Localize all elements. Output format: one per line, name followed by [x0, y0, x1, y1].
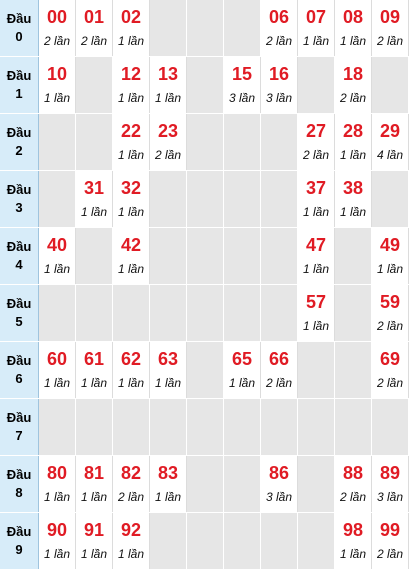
empty-cell	[261, 171, 298, 227]
cell-count: 1 lần	[339, 547, 367, 561]
cell-count: 1 lần	[43, 376, 71, 390]
number-cell	[372, 228, 409, 284]
empty-cell	[187, 57, 224, 113]
number-cell	[113, 228, 150, 284]
cell-count: 2 lần	[376, 376, 404, 390]
cell-count: 1 lần	[117, 34, 145, 48]
number-cell	[76, 456, 113, 512]
cell-count: 3 lần	[265, 490, 293, 504]
cell-count: 1 lần	[339, 34, 367, 48]
empty-cell	[39, 399, 76, 455]
cell-count: 4 lần	[376, 148, 404, 162]
cell-number: 29	[379, 121, 401, 141]
cell-number: 99	[379, 520, 401, 540]
cell-number: 47	[305, 235, 327, 255]
row-head-digit: 1	[15, 86, 23, 101]
number-cell	[298, 114, 335, 170]
cell-number: 57	[305, 292, 327, 312]
cell-number: 63	[157, 349, 179, 369]
empty-cell	[187, 0, 224, 56]
number-cell	[298, 285, 335, 341]
row-head-6	[0, 342, 39, 398]
number-cell	[150, 456, 187, 512]
cell-count: 3 lần	[265, 91, 293, 105]
number-cell	[76, 513, 113, 569]
cell-number: 00	[46, 7, 68, 27]
cell-number: 69	[379, 349, 401, 369]
empty-cell	[150, 399, 187, 455]
cell-number: 82	[120, 463, 142, 483]
number-cell	[76, 342, 113, 398]
cell-number: 81	[83, 463, 105, 483]
empty-cell	[150, 0, 187, 56]
row-head-digit: 5	[15, 314, 23, 329]
empty-cell	[298, 399, 335, 455]
cell-count: 1 lần	[302, 319, 330, 333]
empty-cell	[298, 57, 335, 113]
number-cell	[39, 513, 76, 569]
cell-number: 88	[342, 463, 364, 483]
number-cell	[372, 285, 409, 341]
cell-count: 1 lần	[302, 34, 330, 48]
row-head-8	[0, 456, 39, 512]
cell-number: 40	[46, 235, 68, 255]
cell-count: 1 lần	[43, 490, 71, 504]
cell-count: 2 lần	[339, 490, 367, 504]
empty-cell	[261, 399, 298, 455]
empty-cell	[39, 114, 76, 170]
cell-number: 09	[379, 7, 401, 27]
cell-number: 59	[379, 292, 401, 312]
number-cell	[261, 57, 298, 113]
row-head-label: Đầu	[6, 239, 32, 254]
cell-number: 02	[120, 7, 142, 27]
number-cell	[39, 342, 76, 398]
empty-cell	[261, 513, 298, 569]
cell-number: 66	[268, 349, 290, 369]
empty-cell	[187, 171, 224, 227]
number-cell	[298, 171, 335, 227]
empty-cell	[187, 513, 224, 569]
empty-cell	[224, 114, 261, 170]
row-head-label: Đầu	[6, 353, 32, 368]
cell-count: 1 lần	[302, 262, 330, 276]
number-cell	[224, 342, 261, 398]
cell-count: 3 lần	[376, 490, 404, 504]
cell-number: 10	[46, 64, 68, 84]
cell-number: 60	[46, 349, 68, 369]
empty-cell	[76, 285, 113, 341]
cell-count: 2 lần	[117, 490, 145, 504]
empty-cell	[298, 342, 335, 398]
number-cell	[113, 456, 150, 512]
row-head-digit: 7	[15, 428, 23, 443]
cell-count: 2 lần	[43, 34, 71, 48]
cell-count: 1 lần	[80, 205, 108, 219]
cell-number: 22	[120, 121, 142, 141]
cell-number: 80	[46, 463, 68, 483]
empty-cell	[113, 399, 150, 455]
cell-number: 38	[342, 178, 364, 198]
empty-cell	[76, 399, 113, 455]
row-head-label: Đầu	[6, 11, 32, 26]
empty-cell	[150, 171, 187, 227]
empty-cell	[335, 342, 372, 398]
row-head-label: Đầu	[6, 410, 32, 425]
number-cell	[335, 114, 372, 170]
cell-count: 2 lần	[265, 34, 293, 48]
empty-cell	[39, 171, 76, 227]
number-cell	[113, 114, 150, 170]
number-cell	[372, 114, 409, 170]
cell-count: 1 lần	[117, 205, 145, 219]
empty-cell	[224, 0, 261, 56]
cell-count: 1 lần	[80, 547, 108, 561]
row-head-1	[0, 57, 39, 113]
cell-number: 13	[157, 64, 179, 84]
empty-cell	[372, 57, 409, 113]
row-head-9	[0, 513, 39, 569]
cell-number: 89	[379, 463, 401, 483]
empty-cell	[150, 285, 187, 341]
cell-number: 18	[342, 64, 364, 84]
row-head-4	[0, 228, 39, 284]
cell-number: 32	[120, 178, 142, 198]
row-head-5	[0, 285, 39, 341]
row-head-digit: 9	[15, 542, 23, 557]
cell-count: 1 lần	[117, 262, 145, 276]
row-head-label: Đầu	[6, 68, 32, 83]
empty-cell	[372, 171, 409, 227]
row-head-0	[0, 0, 39, 56]
number-cell	[150, 114, 187, 170]
cell-number: 61	[83, 349, 105, 369]
cell-count: 2 lần	[376, 319, 404, 333]
number-cell	[298, 228, 335, 284]
row-head-label: Đầu	[6, 467, 32, 482]
empty-cell	[224, 456, 261, 512]
empty-cell	[187, 399, 224, 455]
empty-cell	[224, 285, 261, 341]
number-cell	[335, 57, 372, 113]
number-cell	[113, 342, 150, 398]
number-cell	[335, 171, 372, 227]
cell-count: 1 lần	[43, 262, 71, 276]
number-cell	[39, 0, 76, 56]
empty-cell	[224, 513, 261, 569]
cell-number: 37	[305, 178, 327, 198]
number-cell	[113, 0, 150, 56]
empty-cell	[187, 456, 224, 512]
empty-cell	[113, 285, 150, 341]
empty-cell	[76, 57, 113, 113]
cell-count: 1 lần	[228, 376, 256, 390]
empty-cell	[261, 285, 298, 341]
cell-number: 08	[342, 7, 364, 27]
row-head-7	[0, 399, 39, 455]
cell-number: 92	[120, 520, 142, 540]
cell-count: 1 lần	[80, 490, 108, 504]
cell-number: 28	[342, 121, 364, 141]
number-cell	[76, 0, 113, 56]
number-cell	[372, 342, 409, 398]
number-cell	[39, 456, 76, 512]
number-cell	[261, 0, 298, 56]
cell-number: 49	[379, 235, 401, 255]
cell-number: 65	[231, 349, 253, 369]
cell-count: 1 lần	[43, 91, 71, 105]
cell-number: 16	[268, 64, 290, 84]
cell-count: 1 lần	[154, 490, 182, 504]
number-cell	[261, 456, 298, 512]
cell-count: 1 lần	[117, 376, 145, 390]
cell-number: 31	[83, 178, 105, 198]
row-head-3	[0, 171, 39, 227]
cell-number: 90	[46, 520, 68, 540]
cell-number: 98	[342, 520, 364, 540]
empty-cell	[261, 114, 298, 170]
row-head-digit: 8	[15, 485, 23, 500]
cell-count: 3 lần	[228, 91, 256, 105]
number-cell	[150, 57, 187, 113]
cell-number: 15	[231, 64, 253, 84]
cell-number: 07	[305, 7, 327, 27]
cell-count: 1 lần	[302, 205, 330, 219]
cell-count: 1 lần	[339, 148, 367, 162]
cell-count: 1 lần	[43, 547, 71, 561]
cell-count: 1 lần	[80, 376, 108, 390]
empty-cell	[76, 114, 113, 170]
row-head-digit: 2	[15, 143, 23, 158]
number-cell	[113, 171, 150, 227]
row-head-digit: 4	[15, 257, 23, 272]
empty-cell	[298, 513, 335, 569]
empty-cell	[187, 285, 224, 341]
empty-cell	[224, 399, 261, 455]
empty-cell	[150, 228, 187, 284]
number-cell	[261, 342, 298, 398]
cell-number: 62	[120, 349, 142, 369]
empty-cell	[224, 171, 261, 227]
empty-cell	[187, 228, 224, 284]
row-head-label: Đầu	[6, 125, 32, 140]
empty-cell	[187, 114, 224, 170]
cell-count: 1 lần	[117, 91, 145, 105]
number-cell	[335, 0, 372, 56]
cell-count: 1 lần	[117, 148, 145, 162]
cell-count: 1 lần	[117, 547, 145, 561]
cell-number: 91	[83, 520, 105, 540]
number-cell	[224, 57, 261, 113]
row-head-label: Đầu	[6, 296, 32, 311]
number-cell	[39, 228, 76, 284]
cell-number: 27	[305, 121, 327, 141]
row-head-digit: 0	[15, 29, 23, 44]
cell-number: 23	[157, 121, 179, 141]
number-cell	[372, 0, 409, 56]
cell-count: 2 lần	[80, 34, 108, 48]
cell-number: 06	[268, 7, 290, 27]
number-cell	[335, 513, 372, 569]
number-cell	[150, 342, 187, 398]
empty-cell	[372, 399, 409, 455]
number-cell	[113, 57, 150, 113]
number-cell	[39, 57, 76, 113]
cell-count: 1 lần	[154, 376, 182, 390]
cell-count: 1 lần	[154, 91, 182, 105]
cell-number: 12	[120, 64, 142, 84]
empty-cell	[261, 228, 298, 284]
empty-cell	[335, 285, 372, 341]
cell-count: 2 lần	[376, 547, 404, 561]
number-cell	[298, 0, 335, 56]
cell-number: 42	[120, 235, 142, 255]
empty-cell	[298, 456, 335, 512]
number-cell	[335, 456, 372, 512]
row-head-label: Đầu	[6, 524, 32, 539]
empty-cell	[335, 399, 372, 455]
cell-number: 86	[268, 463, 290, 483]
cell-count: 1 lần	[339, 205, 367, 219]
row-head-digit: 6	[15, 371, 23, 386]
row-head-digit: 3	[15, 200, 23, 215]
row-head-label: Đầu	[6, 182, 32, 197]
cell-count: 2 lần	[302, 148, 330, 162]
cell-number: 83	[157, 463, 179, 483]
empty-cell	[335, 228, 372, 284]
row-head-2	[0, 114, 39, 170]
empty-cell	[187, 342, 224, 398]
number-cell	[372, 456, 409, 512]
cell-count: 1 lần	[376, 262, 404, 276]
cell-count: 2 lần	[339, 91, 367, 105]
number-cell	[113, 513, 150, 569]
number-cell	[76, 171, 113, 227]
cell-count: 2 lần	[154, 148, 182, 162]
cell-count: 2 lần	[376, 34, 404, 48]
cell-number: 01	[83, 7, 105, 27]
number-cell	[372, 513, 409, 569]
empty-cell	[224, 228, 261, 284]
empty-cell	[39, 285, 76, 341]
cell-count: 2 lần	[265, 376, 293, 390]
empty-cell	[150, 513, 187, 569]
empty-cell	[76, 228, 113, 284]
